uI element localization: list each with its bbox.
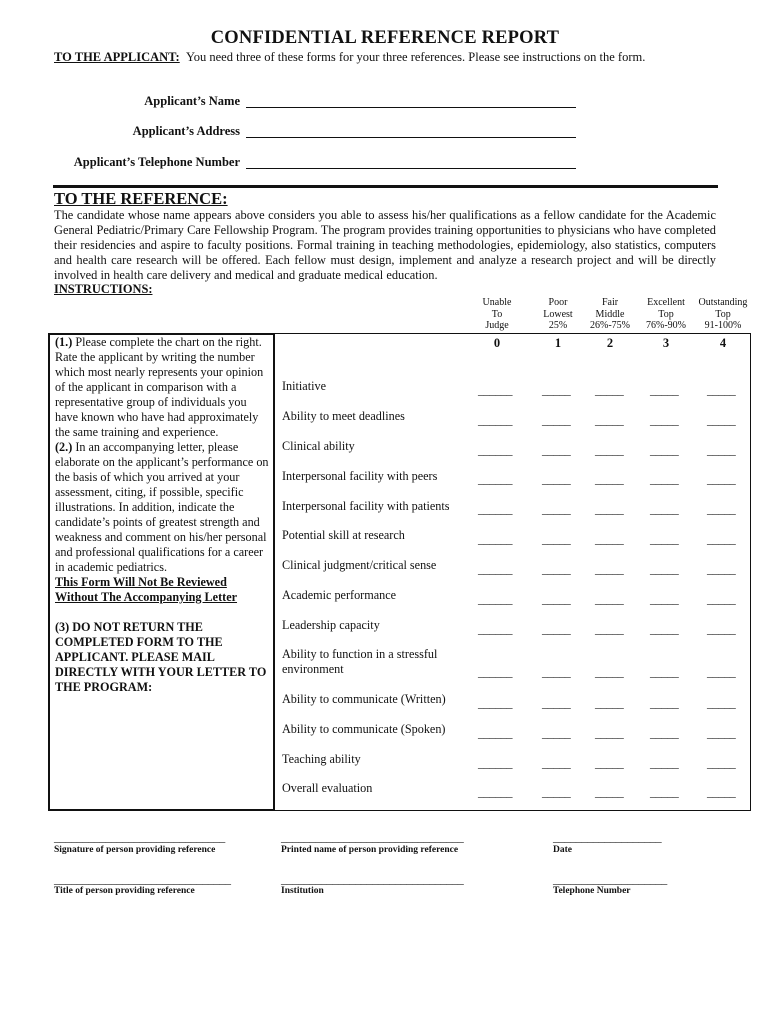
rating-blank[interactable]: ______ (478, 726, 513, 740)
rating-blank[interactable]: ______ (478, 413, 513, 427)
rating-blank[interactable]: _____ (707, 726, 736, 740)
signature-field-line[interactable]: _______________________________ (54, 872, 231, 886)
rating-column-number: 4 (719, 336, 727, 350)
rating-blank[interactable]: _____ (650, 472, 679, 486)
criterion-label: Teaching ability (282, 752, 361, 766)
rating-blank[interactable]: _____ (707, 592, 736, 606)
criterion-label: Clinical judgment/critical sense (282, 558, 437, 572)
rating-column-number: 1 (554, 336, 562, 350)
rating-column-header-line: 26%-75% (590, 320, 630, 331)
rating-blank[interactable]: _____ (542, 756, 571, 770)
rating-blank[interactable]: ______ (478, 532, 513, 546)
rating-blank[interactable]: _____ (707, 696, 736, 710)
rating-blank[interactable]: _____ (650, 562, 679, 576)
rating-column-header-line: Middle (595, 308, 625, 320)
criterion-label: Clinical ability (282, 439, 355, 453)
rating-blank[interactable]: _____ (595, 696, 624, 710)
applicant-notice (54, 50, 645, 65)
rating-blank[interactable]: ______ (478, 665, 513, 679)
rating-column-header-line: Lowest (543, 308, 573, 320)
rating-blank[interactable]: ______ (478, 696, 513, 710)
step3-text: (3) DO NOT RETURN THE COMPLETED FORM TO THE APPLICANT. PLEASE MAIL DIRECTLY WITH YOUR LETTER TO THE PROGRAM: (55, 620, 267, 694)
step1-number: (1.) (55, 335, 73, 349)
rating-blank[interactable]: _____ (595, 562, 624, 576)
criterion-label: Overall evaluation (282, 781, 373, 795)
rating-blank[interactable]: _____ (707, 413, 736, 427)
signature-field-line[interactable]: ___________________ (553, 830, 662, 844)
reference-paragraph: The candidate whose name appears above considers you able to assess his/her qualifications as a fellow candidate for the Academic General Pediatric/Primary Care Fellowship Program. The program provides training opportunities to physicians who have completed their residencies and aspire to faculty positions. Formal training in teaching methodologies, epidemiology, also statistics, computers and health care research will be offered. Each fellow must design, implement and analyze a research project and will be directly involved in health care delivery and medical and graduate medical education. (54, 208, 716, 282)
rating-blank[interactable]: _____ (707, 562, 736, 576)
rating-blank[interactable]: _____ (650, 443, 679, 457)
rating-column-header (528, 297, 588, 332)
rating-column-header-line: Excellent (647, 297, 685, 308)
page-title: CONFIDENTIAL REFERENCE REPORT (210, 28, 560, 48)
rating-blank[interactable]: _____ (542, 622, 571, 636)
rating-blank[interactable]: _____ (595, 726, 624, 740)
warning-line-1: This Form Will Not Be Reviewed (55, 575, 227, 589)
signature-field-label: Date (553, 845, 572, 855)
signature-field-line[interactable]: ____________________ (553, 872, 668, 886)
criterion-label: Leadership capacity (282, 618, 380, 632)
rating-blank[interactable]: _____ (650, 532, 679, 546)
rating-blank[interactable]: _____ (542, 413, 571, 427)
rating-blank[interactable]: ______ (478, 562, 513, 576)
step2-text: In an accompanying letter, please elaborate on the applicant’s performance on the basis of which you arrived at your assessment, citing, if possible, specific illustrations. In addition, indicate the candidate’s points of greatest strength and weakness and comment on his/her personal and professional qualifications for a career in academic pediatrics. (55, 440, 269, 574)
rating-blank[interactable]: _____ (707, 502, 736, 516)
rating-blank[interactable]: ______ (478, 502, 513, 516)
applicant-address-label: Applicant’s Address (132, 124, 240, 138)
rating-blank[interactable]: _____ (650, 622, 679, 636)
applicant-phone-label: Applicant’s Telephone Number (73, 155, 240, 169)
rating-column-header (636, 297, 696, 332)
criterion-label: Ability to communicate (Written) (282, 692, 446, 706)
criterion-label: Ability to function in a stressful environment (282, 647, 438, 676)
rating-blank[interactable]: _____ (542, 562, 571, 576)
rating-blank[interactable]: _____ (595, 443, 624, 457)
signature-field-line[interactable]: ________________________________ (281, 872, 464, 886)
rating-blank[interactable]: _____ (650, 785, 679, 799)
rating-blank[interactable]: _____ (650, 383, 679, 397)
rating-column-header-line: 91-100% (704, 320, 742, 331)
signature-field-line[interactable]: ________________________________ (281, 830, 464, 844)
rating-blank[interactable]: _____ (707, 665, 736, 679)
signature-field-label: Telephone Number (553, 886, 631, 896)
rating-blank[interactable]: _____ (707, 622, 736, 636)
signature-field-label: Signature of person providing reference (54, 845, 216, 855)
rating-blank[interactable]: ______ (478, 756, 513, 770)
rating-column-header-line: 76%-90% (646, 320, 686, 331)
rating-column-number: 3 (662, 336, 670, 350)
applicant-address-field[interactable] (246, 137, 576, 138)
rating-blank[interactable]: _____ (595, 665, 624, 679)
criterion-label: Potential skill at research (282, 528, 405, 542)
signature-field-line[interactable]: ______________________________ (54, 830, 226, 844)
applicant-phone-field[interactable] (246, 168, 576, 169)
rating-column-header-line: Judge (485, 320, 509, 331)
rating-blank[interactable]: _____ (650, 756, 679, 770)
rating-blank[interactable]: _____ (707, 785, 736, 799)
rating-blank[interactable]: _____ (707, 443, 736, 457)
rating-blank[interactable]: _____ (542, 696, 571, 710)
rating-blank[interactable]: _____ (542, 472, 571, 486)
criterion-label: Ability to meet deadlines (282, 409, 405, 423)
rating-blank[interactable]: _____ (595, 622, 624, 636)
rating-column-header (467, 297, 527, 332)
rating-blank[interactable]: _____ (595, 472, 624, 486)
rating-column-header-line: Poor (548, 297, 568, 308)
rating-column-header-line: Top (715, 308, 731, 320)
rating-column-header (693, 297, 753, 332)
criterion-label: Academic performance (282, 588, 397, 602)
rating-blank[interactable]: _____ (595, 785, 624, 799)
rating-column-number: 2 (606, 336, 614, 350)
rating-blank[interactable]: _____ (595, 502, 624, 516)
rating-blank[interactable]: _____ (650, 726, 679, 740)
applicant-notice-label: TO THE APPLICANT: (54, 50, 180, 64)
rating-column-header-line: Top (658, 308, 674, 320)
rating-blank[interactable]: _____ (542, 383, 571, 397)
rating-blank[interactable]: _____ (542, 592, 571, 606)
rating-column-header-line: Unable (482, 297, 512, 308)
step1-text: Please complete the chart on the right. Rate the applicant by writing the number which most nearly represents your opinion of the applicant in comparison with a representative group of individuals you have known who have had approximately the same training and experience. (55, 335, 264, 439)
rating-blank[interactable]: _____ (650, 502, 679, 516)
criterion-label: Initiative (282, 379, 326, 393)
criterion-label: Interpersonal facility with patients (282, 499, 450, 513)
rating-blank[interactable]: _____ (707, 472, 736, 486)
rating-blank[interactable]: _____ (650, 592, 679, 606)
rating-blank[interactable]: ______ (478, 383, 513, 397)
step2-number: (2.) (55, 440, 73, 454)
rating-blank[interactable]: _____ (707, 383, 736, 397)
applicant-notice-text: You need three of these forms for your three references. Please see instructions on the form. (185, 50, 646, 64)
rating-column-header-line: 25% (548, 320, 568, 331)
rating-blank[interactable]: _____ (542, 502, 571, 516)
rating-blank[interactable]: ______ (478, 785, 513, 799)
rating-blank[interactable]: ______ (478, 592, 513, 606)
applicant-name-field[interactable] (246, 107, 576, 108)
rating-blank[interactable]: _____ (542, 785, 571, 799)
rating-column-header (580, 297, 640, 332)
signature-field-label: Title of person providing reference (54, 886, 195, 896)
rating-column-number: 0 (493, 336, 501, 350)
rating-blank[interactable]: ______ (478, 443, 513, 457)
signature-field-label: Printed name of person providing reference (281, 845, 459, 855)
rating-column-header-line: Outstanding (698, 297, 748, 308)
rating-blank[interactable]: _____ (595, 756, 624, 770)
rating-blank[interactable]: _____ (542, 726, 571, 740)
criterion-label: Ability to communicate (Spoken) (282, 722, 446, 736)
rating-blank[interactable]: _____ (595, 413, 624, 427)
rating-blank[interactable]: _____ (542, 532, 571, 546)
rating-blank[interactable]: _____ (650, 696, 679, 710)
rating-blank[interactable]: _____ (595, 592, 624, 606)
rating-blank[interactable]: _____ (707, 532, 736, 546)
instructions-heading: INSTRUCTIONS: (54, 282, 153, 296)
rating-blank[interactable]: _____ (595, 532, 624, 546)
reference-heading: TO THE REFERENCE: (54, 189, 228, 208)
applicant-name-label: Applicant’s Name (144, 94, 240, 108)
signature-field-label: Institution (281, 886, 324, 896)
rating-blank[interactable]: _____ (595, 383, 624, 397)
rating-blank[interactable]: _____ (650, 665, 679, 679)
rating-blank[interactable]: _____ (542, 443, 571, 457)
rating-column-header-line: Fair (601, 297, 619, 308)
rating-column-header-line: To (491, 308, 503, 320)
rating-blank[interactable]: _____ (650, 413, 679, 427)
criterion-label: Interpersonal facility with peers (282, 469, 438, 483)
rating-blank[interactable]: _____ (707, 756, 736, 770)
rating-blank[interactable]: _____ (542, 665, 571, 679)
instructions-text (55, 335, 272, 695)
warning-line-2: Without The Accompanying Letter (55, 590, 238, 604)
rating-blank[interactable]: ______ (478, 622, 513, 636)
section-divider (53, 185, 718, 188)
rating-blank[interactable]: ______ (478, 472, 513, 486)
